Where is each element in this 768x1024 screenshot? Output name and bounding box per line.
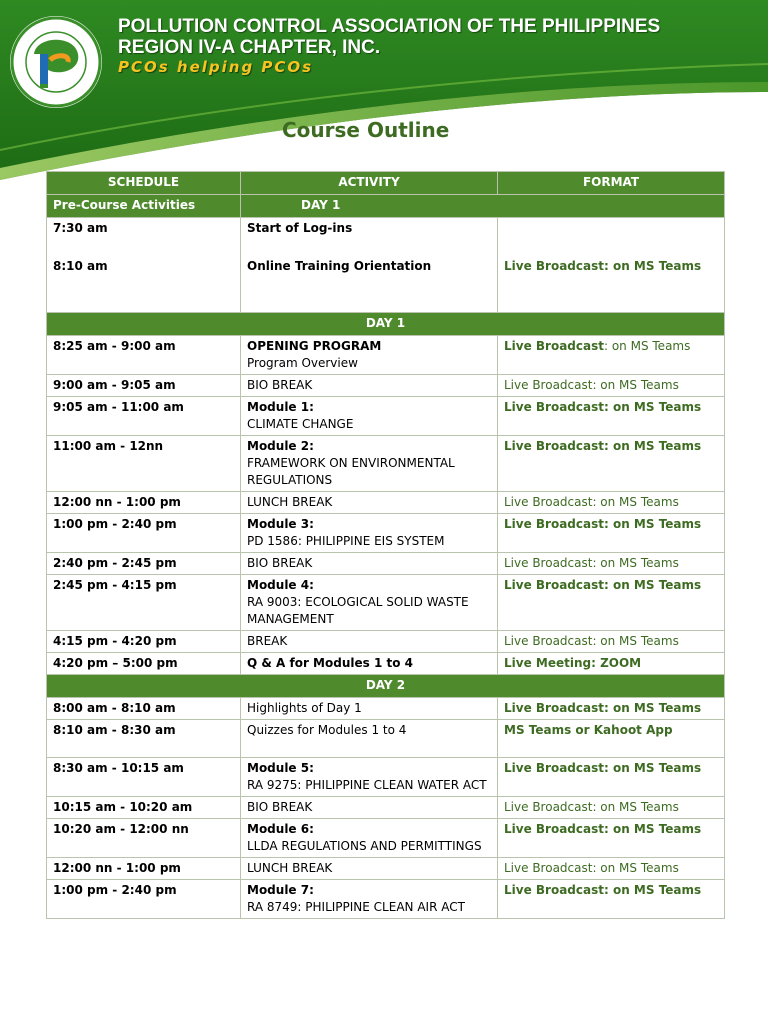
format-cell: Live Broadcast: on MS Teams [498, 553, 725, 575]
activity-title: Module 4: [247, 578, 314, 592]
format-cell: Live Broadcast: on MS Teams [498, 758, 725, 797]
format-cell: Live Broadcast: on MS Teams [498, 492, 725, 514]
activity-title: Module 2: [247, 439, 314, 453]
format-cell [498, 336, 725, 375]
column-header-format: FORMAT [498, 172, 725, 195]
format-cell: Live Broadcast: on MS Teams [498, 514, 725, 553]
format-cell: Live Broadcast: on MS Teams [498, 819, 725, 858]
schedule-cell: 2:45 pm - 4:15 pm [47, 575, 241, 631]
schedule-cell: 4:20 pm – 5:00 pm [47, 653, 241, 675]
activity-title: Module 6: [247, 822, 314, 836]
activity-title: Quizzes for Modules 1 to 4 [247, 723, 407, 737]
activity-title: Highlights of Day 1 [247, 701, 362, 715]
schedule-cell: 7:30 am 8:10 am [47, 218, 241, 313]
schedule-cell: 12:00 nn - 1:00 pm [47, 492, 241, 514]
day2-label: DAY 2 [47, 675, 725, 698]
schedule-cell: 8:00 am - 8:10 am [47, 698, 241, 720]
table-row [47, 720, 725, 758]
column-header-activity: ACTIVITY [241, 172, 498, 195]
table-row [47, 858, 725, 880]
format-cell: Live Broadcast: on MS Teams [498, 698, 725, 720]
schedule-cell: 1:00 pm - 2:40 pm [47, 514, 241, 553]
table-row [47, 336, 725, 375]
activity-title: Module 7: [247, 883, 314, 897]
pre-course-band [47, 195, 725, 218]
activity-title: Module 1: [247, 400, 314, 414]
activity-cell [241, 575, 498, 631]
organization-name-line2: REGION IV-A CHAPTER, INC. [118, 37, 381, 58]
table-row [47, 436, 725, 492]
activity-title: OPENING PROGRAM [247, 339, 382, 353]
schedule-cell: 9:00 am - 9:05 am [47, 375, 241, 397]
format-cell: Live Broadcast: on MS Teams [498, 397, 725, 436]
format-main: Live Broadcast [504, 339, 604, 353]
table-row [47, 653, 725, 675]
pcapi-logo-icon [8, 14, 104, 110]
activity-subtitle: PD 1586: PHILIPPINE EIS SYSTEM [247, 534, 445, 548]
table-row [47, 514, 725, 553]
format-cell: Live Broadcast: on MS Teams [498, 375, 725, 397]
organization-name-line1: POLLUTION CONTROL ASSOCIATION OF THE PHILIPPINES [118, 16, 661, 37]
activity-subtitle: FRAMEWORK ON ENVIRONMENTAL REGULATIONS [247, 456, 455, 487]
activity-cell [241, 758, 498, 797]
activity-subtitle: CLIMATE CHANGE [247, 417, 354, 431]
activity-title: LUNCH BREAK [247, 861, 333, 875]
table-row [47, 575, 725, 631]
activity-cell [241, 436, 498, 492]
format-cell: Live Meeting: ZOOM [498, 653, 725, 675]
table-row [47, 553, 725, 575]
activity-title: Module 3: [247, 517, 314, 531]
format-cell: Live Broadcast: on MS Teams [498, 575, 725, 631]
activity-cell [241, 858, 498, 880]
format-cell: Live Broadcast: on MS Teams [498, 880, 725, 919]
day1-label: DAY 1 [47, 313, 725, 336]
schedule-cell: 12:00 nn - 1:00 pm [47, 858, 241, 880]
schedule-cell: 2:40 pm - 2:45 pm [47, 553, 241, 575]
activity-subtitle: RA 8749: PHILIPPINE CLEAN AIR ACT [247, 900, 465, 914]
format-cell: Live Broadcast: on MS Teams [498, 218, 725, 313]
schedule-cell: 8:30 am - 10:15 am [47, 758, 241, 797]
format-cell: MS Teams or Kahoot App [498, 720, 725, 758]
schedule-cell: 8:10 am - 8:30 am [47, 720, 241, 758]
activity-cell [241, 492, 498, 514]
activity-title: Module 5: [247, 761, 314, 775]
activity-title: Q & A for Modules 1 to 4 [247, 656, 413, 670]
format-cell: Live Broadcast: on MS Teams [498, 858, 725, 880]
table-row [47, 492, 725, 514]
activity-cell [241, 553, 498, 575]
format-cell: Live Broadcast: on MS Teams [498, 797, 725, 819]
day2-band [47, 675, 725, 698]
schedule-cell: 11:00 am - 12nn [47, 436, 241, 492]
activity-title: LUNCH BREAK [247, 495, 333, 509]
schedule-cell: 4:15 pm - 4:20 pm [47, 631, 241, 653]
pre-course-label: Pre-Course Activities [47, 195, 241, 218]
activity-title: BIO BREAK [247, 800, 313, 814]
schedule-cell: 8:25 am - 9:00 am [47, 336, 241, 375]
activity-cell [241, 653, 498, 675]
pre-course-day-label: DAY 1 [241, 195, 725, 218]
activity-cell [241, 375, 498, 397]
format-cell: Live Broadcast: on MS Teams [498, 436, 725, 492]
format-cell: Live Broadcast: on MS Teams [498, 631, 725, 653]
course-outline-table [46, 171, 725, 919]
table-row [47, 375, 725, 397]
schedule-cell: 10:15 am - 10:20 am [47, 797, 241, 819]
activity-cell [241, 880, 498, 919]
activity-subtitle: LLDA REGULATIONS AND PERMITTINGS [247, 839, 482, 853]
page-title: Course Outline [282, 118, 450, 142]
table-row [47, 880, 725, 919]
activity-cell [241, 336, 498, 375]
table-row [47, 631, 725, 653]
schedule-cell: 9:05 am - 11:00 am [47, 397, 241, 436]
activity-subtitle: RA 9275: PHILIPPINE CLEAN WATER ACT [247, 778, 487, 792]
activity-cell [241, 514, 498, 553]
activity-cell [241, 720, 498, 758]
tagline: PCOs helping PCOs [118, 58, 314, 76]
column-header-schedule: SCHEDULE [47, 172, 241, 195]
format-rest: : on MS Teams [603, 339, 691, 353]
activity-subtitle: RA 9003: ECOLOGICAL SOLID WASTE MANAGEMENT [247, 595, 469, 626]
table-row [47, 397, 725, 436]
activity-cell [241, 797, 498, 819]
activity-cell [241, 698, 498, 720]
organization-name [118, 16, 660, 58]
table-row [47, 797, 725, 819]
activity-subtitle: Program Overview [247, 356, 358, 370]
schedule-cell: 10:20 am - 12:00 nn [47, 819, 241, 858]
activity-cell: Start of Log-ins Online Training Orientation [241, 218, 498, 313]
day1-band [47, 313, 725, 336]
activity-title: BIO BREAK [247, 556, 313, 570]
schedule-cell: 1:00 pm - 2:40 pm [47, 880, 241, 919]
table-header-row [47, 172, 725, 195]
activity-title: BIO BREAK [247, 378, 313, 392]
table-row [47, 819, 725, 858]
table-row [47, 698, 725, 720]
activity-title: BREAK [247, 634, 288, 648]
table-row [47, 218, 725, 313]
activity-cell [241, 397, 498, 436]
table-row [47, 758, 725, 797]
activity-cell [241, 819, 498, 858]
activity-cell [241, 631, 498, 653]
